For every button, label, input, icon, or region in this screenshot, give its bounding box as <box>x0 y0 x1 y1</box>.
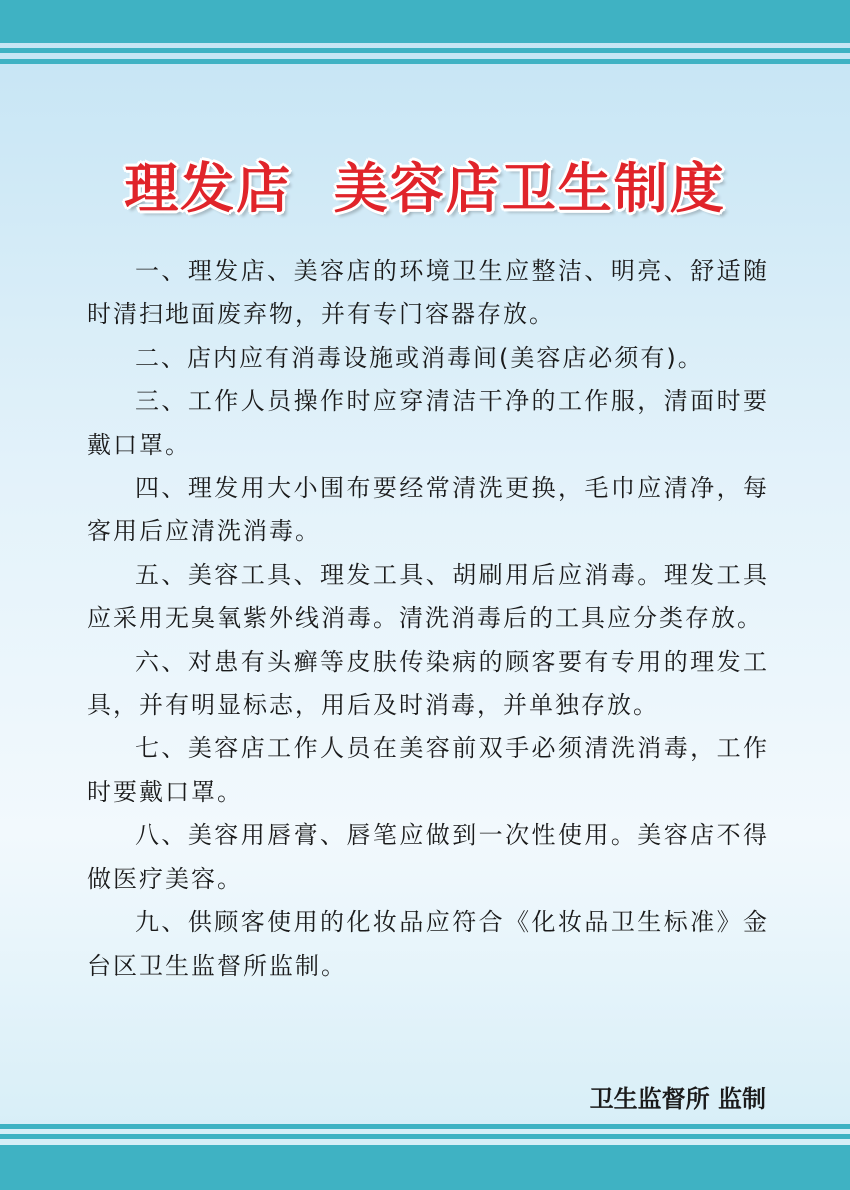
rule-item: 六、对患有头癣等皮肤传染病的顾客要有专用的理发工具，并有明显标志，用后及时消毒，并单独存放。 <box>87 647 769 720</box>
rule-item: 三、工作人员操作时应穿清洁干净的工作服，清面时要戴口罩。 <box>87 387 769 459</box>
rule-item: 四、理发用大小围布要经常清洗更换，毛巾应清净，每客用后应清洗消毒。 <box>87 474 769 546</box>
top-stripe <box>0 59 850 64</box>
rules-list <box>87 250 769 988</box>
rule-item: 二、店内应有消毒设施或消毒间(美容店必须有)。 <box>135 343 704 372</box>
bottom-stripe <box>0 1124 850 1129</box>
page-title: 理发店 美容店卫生制度 <box>124 157 726 221</box>
issuer-signature: 卫生监督所 监制 <box>589 1085 766 1113</box>
top-band <box>0 0 850 43</box>
rule-item: 一、理发店、美容店的环境卫生应整洁、明亮、舒适随时清扫地面废弃物，并有专门容器存放。 <box>87 257 769 329</box>
rule-item: 五、美容工具、理发工具、胡刷用后应消毒。理发工具应采用无臭氧紫外线消毒。清洗消毒后的工具应分类存放。 <box>87 560 769 633</box>
bottom-band <box>0 1145 850 1190</box>
rule-item: 七、美容店工作人员在美容前双手必须清洗消毒，工作时要戴口罩。 <box>87 734 769 806</box>
rule-item: 九、供顾客使用的化妆品应符合《化妆品卫生标准》金台区卫生监督所监制。 <box>87 908 769 980</box>
bottom-stripe <box>0 1134 850 1139</box>
top-stripe <box>0 48 850 53</box>
rule-item: 八、美容用唇膏、唇笔应做到一次性使用。美容店不得做医疗美容。 <box>87 821 769 893</box>
